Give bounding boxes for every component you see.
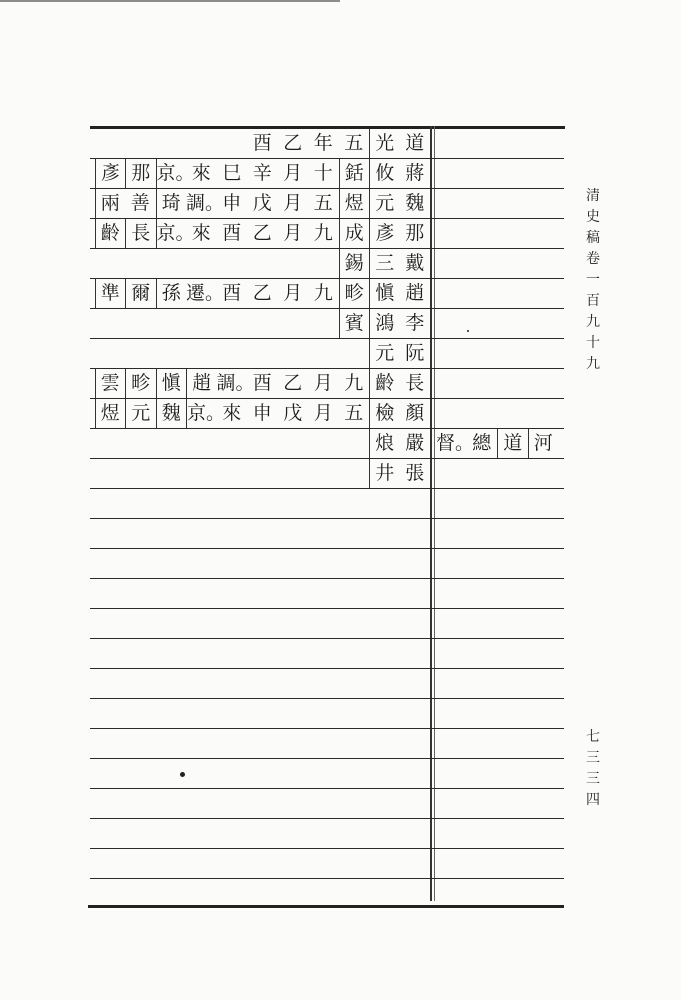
cell-char: 酉 bbox=[222, 282, 242, 304]
cell-char: 錫 bbox=[339, 249, 370, 278]
right-cell bbox=[436, 429, 558, 458]
cell-char: 月 bbox=[283, 282, 303, 304]
table-row bbox=[90, 759, 564, 789]
table-row bbox=[90, 249, 564, 279]
cell-char: 酉 bbox=[222, 222, 242, 244]
cell-char: 申 bbox=[252, 402, 272, 424]
cell-char: 長 bbox=[125, 219, 156, 248]
cell-char: 道 bbox=[405, 132, 425, 154]
table-row bbox=[90, 549, 564, 579]
left-cell bbox=[95, 399, 431, 428]
cell-char: 十 bbox=[313, 162, 333, 184]
table-row bbox=[90, 819, 564, 849]
table-row bbox=[90, 189, 564, 219]
cell-char: 調。 bbox=[186, 192, 225, 214]
cell-char: 彥 bbox=[95, 159, 126, 188]
cell-char: 兩 bbox=[95, 189, 126, 218]
table-row bbox=[90, 789, 564, 819]
table-row bbox=[90, 669, 564, 699]
cell-char: 巳 bbox=[222, 162, 242, 184]
cell-char: 準 bbox=[95, 279, 126, 308]
table-row bbox=[90, 729, 564, 759]
cell-char: 爾 bbox=[125, 279, 156, 308]
cell-char: 魏 bbox=[156, 399, 187, 428]
cell-char: 月 bbox=[313, 372, 333, 394]
cell-char: 魏 bbox=[405, 192, 425, 214]
left-cell bbox=[247, 129, 430, 158]
table-row bbox=[90, 519, 564, 549]
cell-char: 元 bbox=[125, 399, 156, 428]
table-row bbox=[90, 219, 564, 249]
table-row bbox=[90, 279, 564, 309]
cell-char: 趙 bbox=[405, 282, 425, 304]
table-bottom-border bbox=[88, 905, 564, 908]
left-cell bbox=[95, 369, 431, 398]
cell-char: 孫 bbox=[156, 279, 187, 308]
left-cell bbox=[369, 459, 430, 488]
cell-char: 愼 bbox=[369, 279, 400, 308]
cell-char: 乙 bbox=[252, 222, 272, 244]
register-table bbox=[90, 129, 564, 879]
page-number: 七三三四 bbox=[586, 729, 600, 808]
table-row bbox=[90, 369, 564, 399]
cell-char: 善 bbox=[130, 192, 150, 214]
table-row bbox=[90, 639, 564, 669]
left-cell bbox=[95, 279, 431, 308]
table-row bbox=[90, 129, 564, 159]
left-cell bbox=[95, 189, 431, 218]
cell-char: 五 bbox=[313, 192, 333, 214]
table-row bbox=[90, 429, 564, 459]
ink-speck bbox=[467, 330, 469, 332]
table-row bbox=[90, 849, 564, 879]
cell-char: 乙 bbox=[283, 132, 303, 154]
cell-char: 京。 bbox=[156, 219, 187, 248]
cell-char: 乙 bbox=[252, 282, 272, 304]
table-row bbox=[90, 489, 564, 519]
cell-char: 年 bbox=[313, 132, 333, 154]
cell-char: 五 bbox=[344, 402, 364, 424]
cell-char: 阮 bbox=[405, 342, 425, 364]
cell-char: 來 bbox=[191, 162, 211, 184]
cell-char: 井 bbox=[369, 459, 400, 488]
cell-char: 嚴 bbox=[405, 432, 425, 454]
cell-char: 煜 bbox=[95, 399, 126, 428]
cell-char: 元 bbox=[369, 339, 400, 368]
cell-char: 顏 bbox=[405, 402, 425, 424]
cell-char: 乙 bbox=[283, 372, 303, 394]
cell-char: 九 bbox=[313, 282, 333, 304]
cell-char: 銛 bbox=[339, 159, 370, 188]
cell-char: 煜 bbox=[339, 189, 370, 218]
cell-char: 愼 bbox=[156, 369, 187, 398]
left-cell bbox=[369, 429, 430, 458]
cell-char: 趙 bbox=[186, 369, 217, 398]
left-cell bbox=[95, 219, 431, 248]
cell-char: 遷。 bbox=[186, 282, 225, 304]
table-row bbox=[90, 459, 564, 489]
left-cell bbox=[339, 309, 431, 338]
cell-char: 張 bbox=[405, 462, 425, 484]
cell-char: 鴻 bbox=[369, 309, 400, 338]
cell-char: 來 bbox=[222, 402, 242, 424]
table-row bbox=[90, 339, 564, 369]
cell-char: 河 bbox=[528, 429, 559, 458]
table-row bbox=[90, 699, 564, 729]
cell-char: 九 bbox=[344, 372, 364, 394]
table-row bbox=[90, 579, 564, 609]
cell-char: 光 bbox=[369, 129, 400, 158]
left-cell bbox=[95, 159, 431, 188]
cell-char: 那 bbox=[405, 222, 425, 244]
cell-char: 道 bbox=[497, 429, 528, 458]
cell-char: 三 bbox=[369, 249, 400, 278]
cell-char: 酉 bbox=[252, 372, 272, 394]
cell-char: 九 bbox=[313, 222, 333, 244]
cell-char: 那 bbox=[125, 159, 156, 188]
cell-char: 畛 bbox=[125, 369, 156, 398]
cell-char: 成 bbox=[339, 219, 370, 248]
cell-char: 琦 bbox=[156, 189, 187, 218]
cell-char: 京。 bbox=[156, 159, 187, 188]
cell-char: 烺 bbox=[369, 429, 400, 458]
cell-char: 雲 bbox=[95, 369, 126, 398]
cell-char: 辛 bbox=[252, 162, 272, 184]
table-row bbox=[90, 309, 564, 339]
cell-char: 元 bbox=[369, 189, 400, 218]
cell-char: 月 bbox=[283, 162, 303, 184]
cell-char: 齡 bbox=[369, 369, 400, 398]
cell-char: 申 bbox=[222, 192, 242, 214]
margin-title: 清史稿卷一百九十九 bbox=[586, 188, 600, 372]
cell-char: 賓 bbox=[339, 309, 370, 338]
cell-char: 京。 bbox=[186, 399, 217, 428]
cell-char: 調。 bbox=[216, 372, 255, 394]
ink-dot bbox=[180, 772, 185, 777]
cell-char: 畛 bbox=[339, 279, 370, 308]
cell-char: 戊 bbox=[283, 402, 303, 424]
cell-char: 總 bbox=[472, 432, 492, 454]
cell-char: 來 bbox=[191, 222, 211, 244]
cell-char: 檢 bbox=[369, 399, 400, 428]
cell-char: 戊 bbox=[252, 192, 272, 214]
table-row bbox=[90, 609, 564, 639]
scan-top-rule bbox=[0, 0, 340, 2]
cell-char: 月 bbox=[313, 402, 333, 424]
left-cell bbox=[339, 249, 431, 278]
left-cell bbox=[369, 339, 430, 368]
cell-char: 蔣 bbox=[405, 162, 425, 184]
table-row bbox=[90, 159, 564, 189]
cell-char: 月 bbox=[283, 192, 303, 214]
cell-char: 攸 bbox=[369, 159, 400, 188]
cell-char: 月 bbox=[283, 222, 303, 244]
cell-char: 五 bbox=[344, 132, 364, 154]
cell-char: 長 bbox=[405, 372, 425, 394]
cell-char: 酉 bbox=[252, 132, 272, 154]
cell-char: 督。 bbox=[436, 432, 475, 454]
cell-char: 齡 bbox=[95, 219, 126, 248]
cell-char: 戴 bbox=[405, 252, 425, 274]
table-row bbox=[90, 399, 564, 429]
cell-char: 李 bbox=[405, 312, 425, 334]
cell-char: 彥 bbox=[369, 219, 400, 248]
